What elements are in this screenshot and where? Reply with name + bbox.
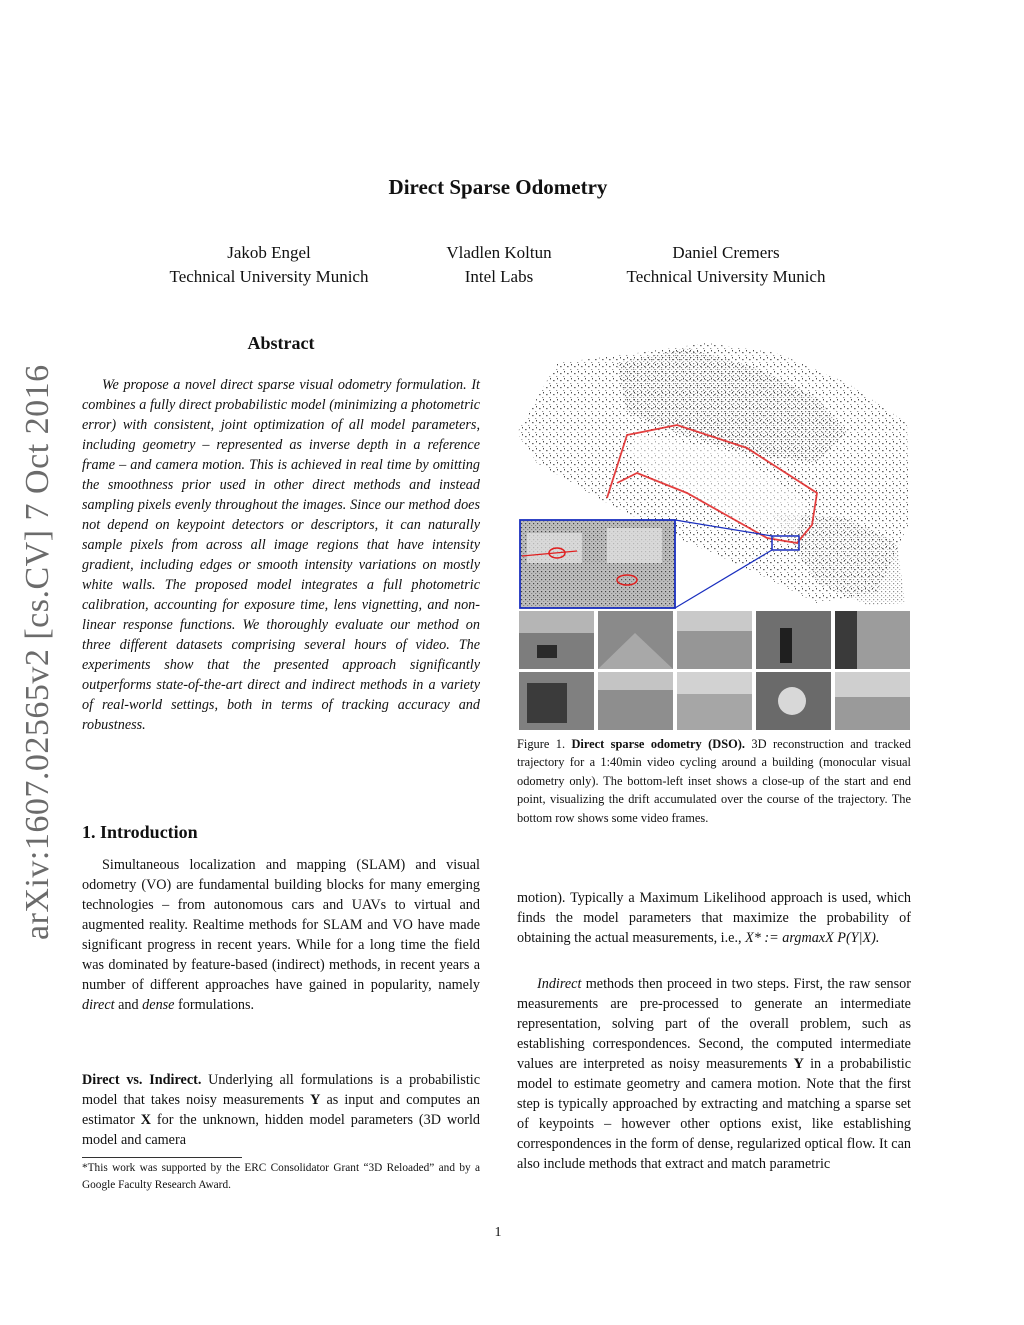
symbol-y-2: Y (793, 1056, 804, 1072)
right-p2-text-a: methods then proceed in two steps. First, the raw sensor measurements are pre-processed to generate an intermediate representation, solving part of the overall problem, such as establishing correspondences. Second, the computed intermediate values are interpreted as noisy measurements (517, 976, 911, 1072)
direct-text-c: for the unknown, hidden model parameters (3D world model and camera (82, 1112, 481, 1148)
inset-connector-2 (675, 550, 772, 608)
intro-dense-term: dense (142, 997, 175, 1013)
figure-label: Figure 1. (517, 737, 566, 751)
intro-and: and (114, 997, 143, 1013)
paper-title: Direct Sparse Odometry (388, 175, 608, 199)
abstract-text: We propose a novel direct sparse visual odometry formulation. It combines a fully direct probabilistic model (minimizing a photometric error) with consistent, joint optimization of all model parameters, including geometry – represented as inverse depth in a reference frame – and camera motion. This is achieved in real time by omitting the smoothness prior used in other direct methods and instead sampling pixels evenly throughout the images. Since our method does not depend on keypoint detectors or descriptors, it can naturally sample pixels from across all image regions that have intensity gradient, including edges or smooth intensity variations on mostly white walls. The proposed model integrates a full photometric calibration, accounting for exposure time, lens vignetting, and non-linear response functions. We thoroughly evaluate our method on three different datasets comprising several hours of video. The experiments show that the presented approach significantly outperforms state-of-the-art direct and indirect methods in a variety of real-world settings, both in terms of tracking accuracy and robustness. (82, 377, 480, 733)
direct-vs-indirect-paragraph (82, 1070, 480, 1150)
author-3-name: Daniel Cremers (672, 243, 780, 262)
indirect-term: Indirect (537, 976, 582, 992)
video-frames-row-1 (519, 611, 910, 669)
close-up-inset (520, 520, 675, 608)
intro-paragraph (82, 855, 480, 1015)
right-p2-text-b: in a probabilistic model to estimate geometry and camera motion. Note that the first step is typically approached by extracting and matching a sparse set of keypoints – however other options exist, like establishing correspondences in the form of dense, regularized optical flow. It can also include methods that extract and match parametric (517, 1056, 911, 1172)
author-2-name: Vladlen Koltun (446, 243, 552, 262)
author-1-name: Jakob Engel (227, 243, 311, 262)
intro-end: formulations. (174, 997, 255, 1013)
right-paragraph-1 (517, 888, 911, 948)
intro-text: Simultaneous localization and mapping (SLAM) and visual odometry (VO) are fundamental building blocks for many emerging technologies – from autonomous cars and UAVs to virtual and augmented reality. Realtime methods for SLAM and VO have made significant progress in recent years. While for a long time the field was dominated by feature-based (indirect) methods, in recent years a number of different approaches have gained in popularity, namely (82, 857, 480, 993)
figure-1 (517, 343, 910, 730)
figure-1-image (517, 343, 910, 730)
footnote: *This work was supported by the ERC Consolidator Grant “3D Reloaded” and by a Google Faculty Research Award. (82, 1162, 480, 1191)
symbol-y: Y (310, 1092, 321, 1108)
direct-vs-indirect-heading: Direct vs. Indirect. (82, 1072, 202, 1088)
author-1-affiliation: Technical University Munich (169, 267, 369, 286)
figure-1-caption (517, 735, 911, 827)
intro-direct-term: direct (82, 997, 115, 1013)
figure-caption-text: 3D reconstruction and tracked trajectory for a 1:40min video cycling around a building (monocular visual odometry only). The bottom-left inset shows a close-up of the start and end point, visualizing the drift accumulated over the course of the trajectory. The bottom row shows some video frames. (517, 737, 911, 825)
figure-caption-bold: Direct sparse odometry (DSO). (571, 737, 745, 751)
symbol-x: X (140, 1112, 151, 1128)
author-1 (130, 241, 408, 289)
author-2 (410, 241, 588, 289)
page-number: 1 (494, 1225, 502, 1240)
intro-heading: 1. Introduction (82, 822, 198, 842)
author-3 (590, 241, 862, 289)
abstract-heading: Abstract (247, 333, 315, 353)
author-2-affiliation: Intel Labs (464, 267, 534, 286)
direct-text-b: as input and computes an estimator (82, 1092, 480, 1128)
direct-text-a: Underlying all formulations is a probabilistic model that takes noisy measurements (82, 1072, 480, 1108)
arxiv-identifier: arXiv:1607.02565v2 [cs.CV] 7 Oct 2016 (19, 364, 56, 940)
right-p1-text: motion). Typically a Maximum Likelihood approach is used, which finds the model parameters that maximize the probability of obtaining the actual measurements, i.e., (517, 890, 911, 946)
right-paragraph-2 (517, 974, 911, 1174)
author-3-affiliation: Technical University Munich (626, 267, 826, 286)
ml-equation: X* := argmaxX P(Y|X). (745, 930, 880, 946)
video-frames-row-2 (519, 672, 910, 730)
footnote-rule (82, 1157, 242, 1158)
